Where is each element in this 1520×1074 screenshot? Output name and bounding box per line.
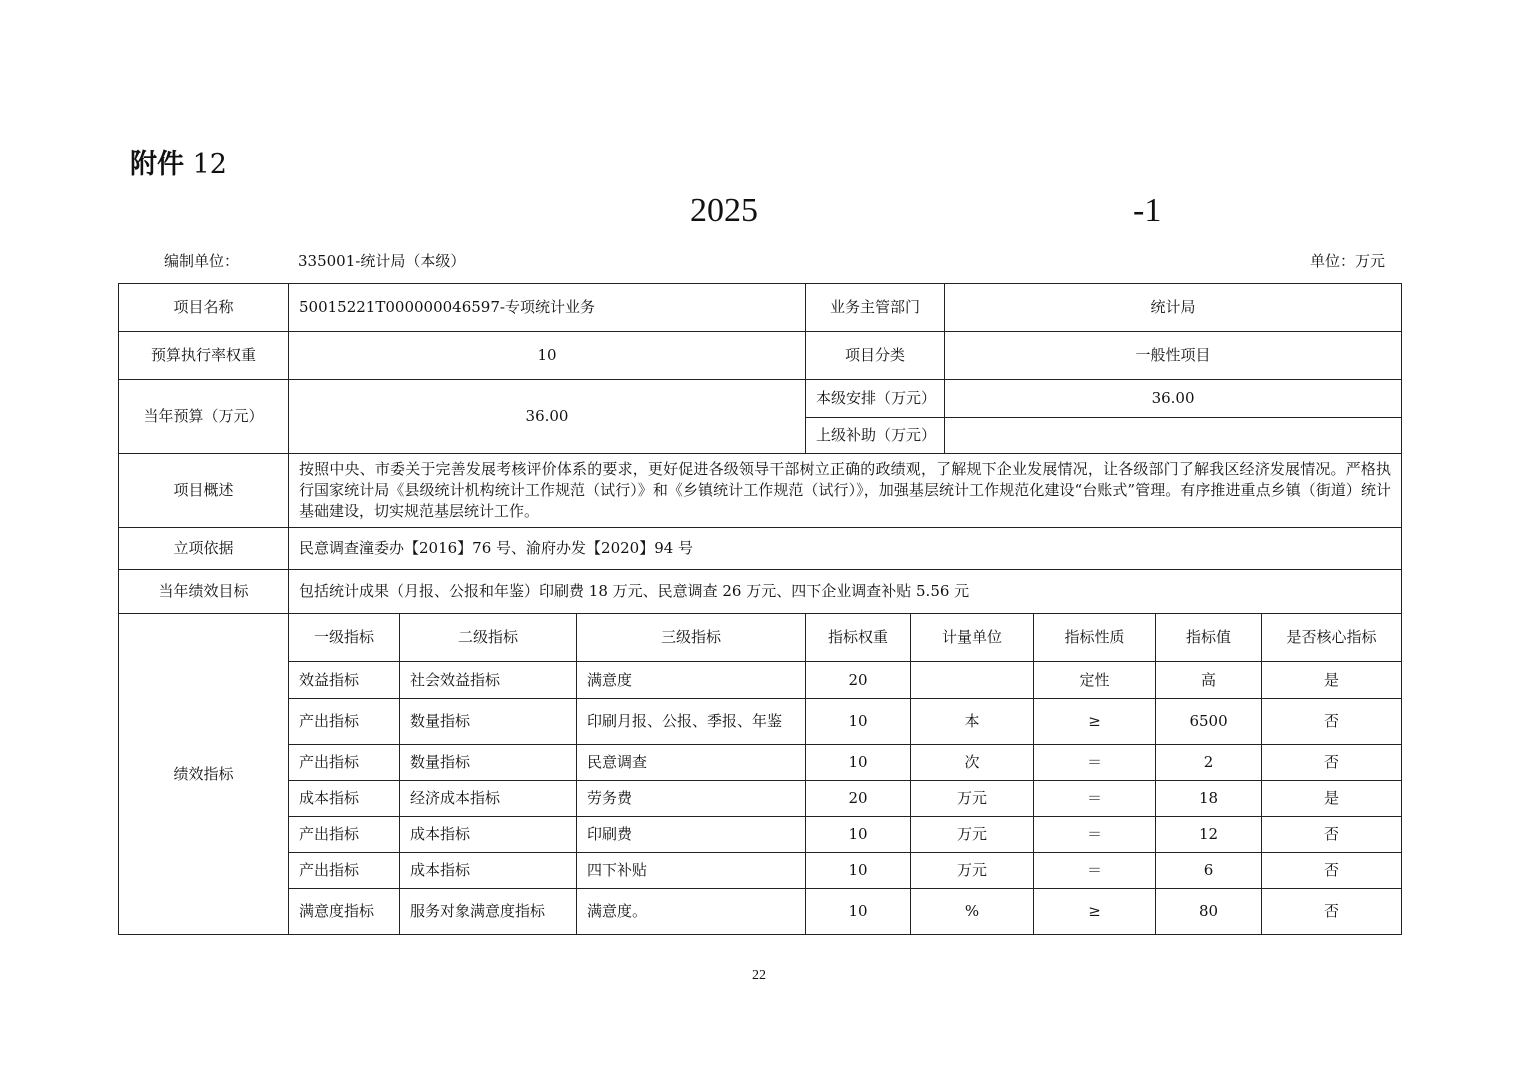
cell-level3: 四下补贴 — [577, 853, 806, 889]
overview-value: 按照中央、市委关于完善发展考核评价体系的要求，更好促进各级领导干部树立正确的政绩观，了解规下企业发展情况，让各级部门了解我区经济发展情况。严格执行国家统计局《县级统计机构统计工作规范（试行）》和《乡镇统计工作规范（试行）》，加强基层统计工作规范化建设“台账式”管理。有序推进重点乡镇（街道）统计基础建设，切实规范基层统计工作。 — [289, 454, 1402, 528]
cell-unit: 本 — [911, 699, 1034, 745]
table-row — [119, 853, 1402, 889]
cell-level3: 印刷费 — [577, 817, 806, 853]
header-core: 是否核心指标 — [1262, 614, 1402, 662]
cell-level1: 产出指标 — [289, 699, 400, 745]
cell-level3: 印刷月报、公报、季报、年鉴 — [577, 699, 806, 745]
cell-unit: 万元 — [911, 817, 1034, 853]
attachment-label — [130, 142, 227, 181]
cell-weight: 20 — [806, 781, 911, 817]
cell-nature: ＝ — [1034, 853, 1156, 889]
cell-level3: 满意度。 — [577, 889, 806, 935]
header-unit: 计量单位 — [911, 614, 1034, 662]
cell-value: 高 — [1156, 662, 1262, 699]
dept-value: 统计局 — [945, 284, 1402, 332]
header-level3: 三级指标 — [577, 614, 806, 662]
table-row — [119, 699, 1402, 745]
project-name-label: 项目名称 — [119, 284, 289, 332]
subsidy-label: 上级补助（万元） — [806, 418, 945, 454]
cell-level3: 民意调查 — [577, 745, 806, 781]
cell-core: 否 — [1262, 699, 1402, 745]
weight-value: 10 — [289, 332, 806, 380]
cell-value: 80 — [1156, 889, 1262, 935]
dept-label: 业务主管部门 — [806, 284, 945, 332]
cell-value: 6500 — [1156, 699, 1262, 745]
table-row — [119, 662, 1402, 699]
row-weight — [119, 332, 1402, 380]
cell-level2: 数量指标 — [400, 699, 577, 745]
cell-level1: 满意度指标 — [289, 889, 400, 935]
cell-nature: ≥ — [1034, 889, 1156, 935]
cell-core: 否 — [1262, 853, 1402, 889]
cell-weight: 10 — [806, 745, 911, 781]
header-level1: 一级指标 — [289, 614, 400, 662]
cell-weight: 20 — [806, 662, 911, 699]
category-value: 一般性项目 — [945, 332, 1402, 380]
goal-value: 包括统计成果（月报、公报和年鉴）印刷费 18 万元、民意调查 26 万元、四下企业调查补贴 5.56 元 — [289, 570, 1402, 614]
local-budget-label: 本级安排（万元） — [806, 380, 945, 418]
cell-unit: 万元 — [911, 781, 1034, 817]
cell-nature: ＝ — [1034, 817, 1156, 853]
header-weight: 指标权重 — [806, 614, 911, 662]
cell-value: 2 — [1156, 745, 1262, 781]
cell-weight: 10 — [806, 699, 911, 745]
project-name-value: 50015221T000000046597-专项统计业务 — [289, 284, 806, 332]
budget-label: 当年预算（万元） — [119, 380, 289, 454]
cell-unit — [911, 662, 1034, 699]
category-label: 项目分类 — [806, 332, 945, 380]
attachment-number: 12 — [192, 149, 227, 180]
cell-unit: 次 — [911, 745, 1034, 781]
prep-unit-label: 编制单位： — [164, 252, 240, 270]
subsidy-value — [945, 418, 1402, 454]
cell-value: 12 — [1156, 817, 1262, 853]
cell-level2: 数量指标 — [400, 745, 577, 781]
cell-nature: ＝ — [1034, 781, 1156, 817]
overview-label: 项目概述 — [119, 454, 289, 528]
cell-level3: 劳务费 — [577, 781, 806, 817]
header-level2: 二级指标 — [400, 614, 577, 662]
page-number: 22 — [752, 968, 766, 983]
attachment-word: 附件 — [130, 149, 184, 180]
cell-level2: 服务对象满意度指标 — [400, 889, 577, 935]
row-overview — [119, 454, 1402, 528]
cell-level1: 产出指标 — [289, 853, 400, 889]
table-row — [119, 817, 1402, 853]
row-goal — [119, 570, 1402, 614]
cell-level1: 效益指标 — [289, 662, 400, 699]
goal-label: 当年绩效目标 — [119, 570, 289, 614]
money-unit: 单位：万元 — [1310, 252, 1386, 270]
table-row — [119, 781, 1402, 817]
cell-weight: 10 — [806, 889, 911, 935]
cell-value: 18 — [1156, 781, 1262, 817]
cell-value: 6 — [1156, 853, 1262, 889]
local-budget-value: 36.00 — [945, 380, 1402, 418]
cell-core: 是 — [1262, 781, 1402, 817]
table-row — [119, 745, 1402, 781]
cell-core: 否 — [1262, 889, 1402, 935]
cell-core: 否 — [1262, 745, 1402, 781]
weight-label: 预算执行率权重 — [119, 332, 289, 380]
cell-core: 否 — [1262, 817, 1402, 853]
cell-nature: 定性 — [1034, 662, 1156, 699]
cell-level2: 成本指标 — [400, 853, 577, 889]
cell-core: 是 — [1262, 662, 1402, 699]
prep-unit-value: 335001-统计局（本级） — [298, 252, 466, 270]
project-table — [118, 283, 1402, 935]
title-year: 2025 — [690, 192, 758, 229]
cell-level2: 社会效益指标 — [400, 662, 577, 699]
title-suffix: -1 — [1133, 192, 1162, 229]
cell-nature: ＝ — [1034, 745, 1156, 781]
cell-level1: 成本指标 — [289, 781, 400, 817]
cell-level2: 经济成本指标 — [400, 781, 577, 817]
indicator-header-row — [119, 614, 1402, 662]
row-project-name — [119, 284, 1402, 332]
cell-unit: 万元 — [911, 853, 1034, 889]
row-basis — [119, 528, 1402, 570]
cell-weight: 10 — [806, 853, 911, 889]
cell-unit: % — [911, 889, 1034, 935]
cell-weight: 10 — [806, 817, 911, 853]
budget-value: 36.00 — [289, 380, 806, 454]
indicators-section-label: 绩效指标 — [119, 614, 289, 935]
cell-level2: 成本指标 — [400, 817, 577, 853]
header-nature: 指标性质 — [1034, 614, 1156, 662]
basis-value: 民意调查潼委办【2016】76 号、渝府办发【2020】94 号 — [289, 528, 1402, 570]
cell-level1: 产出指标 — [289, 817, 400, 853]
row-budget — [119, 380, 1402, 418]
header-value: 指标值 — [1156, 614, 1262, 662]
cell-level3: 满意度 — [577, 662, 806, 699]
table-row — [119, 889, 1402, 935]
cell-nature: ≥ — [1034, 699, 1156, 745]
basis-label: 立项依据 — [119, 528, 289, 570]
cell-level1: 产出指标 — [289, 745, 400, 781]
